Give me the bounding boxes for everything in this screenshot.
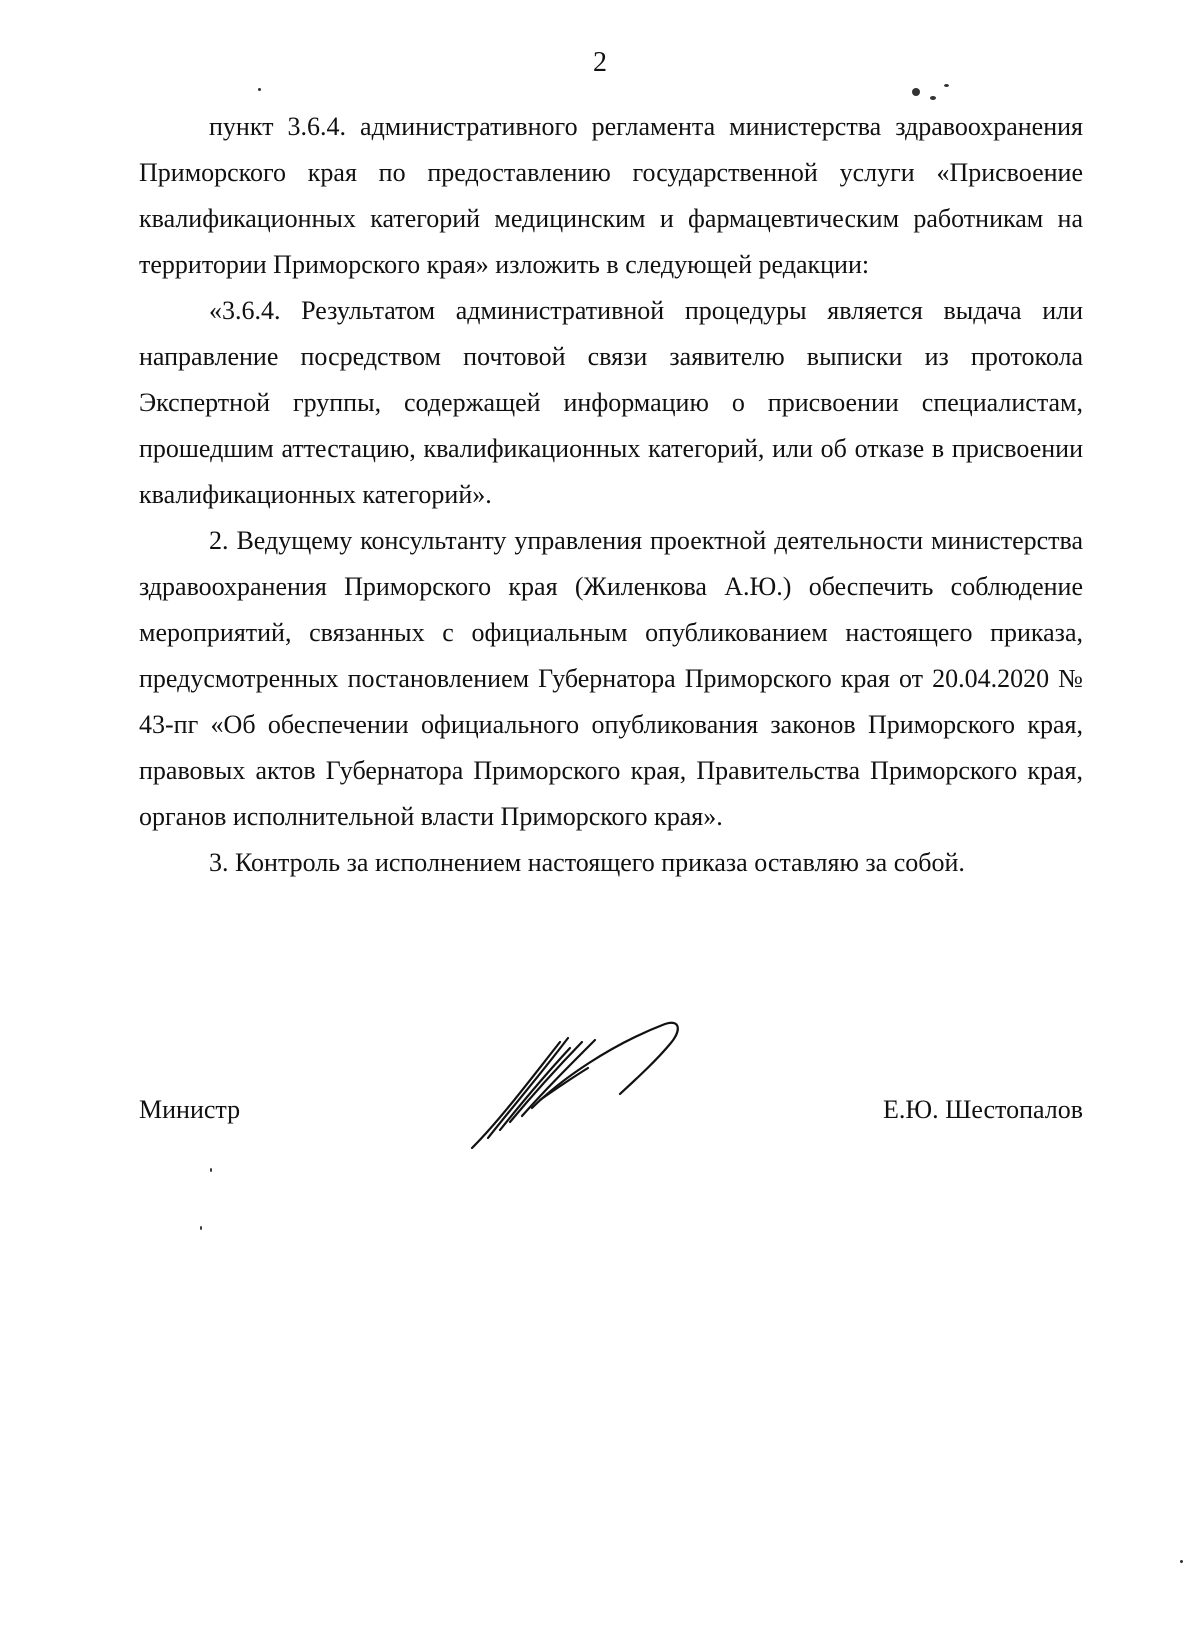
- handwritten-signature: [470, 1020, 710, 1170]
- signatory-title: Министр: [139, 1095, 241, 1124]
- scan-speck: [912, 88, 920, 96]
- scan-speck: [210, 1168, 212, 1172]
- paragraph-amendment-intro: пункт 3.6.4. административного регламента министерства здравоохранения Приморского края по предоставлению государственной услуги «Присвоение квалификационных категорий медицинским и фармацевтическим работникам на территории Приморского края» изложить в следующей редакции:: [139, 112, 1083, 279]
- paragraph-item-2: 2. Ведущему консультанту управления проектной деятельности министерства здравоохранения Приморского края (Жиленкова А.Ю.) обеспечить соблюдение мероприятий, связанных с официальным опубликованием настоящего приказа, предусмотренных постановлением Губернатора Приморского края от 20.04.2020 № 43-пг «Об обеспечении официального опубликования законов Приморского края, правовых актов Губернатора Приморского края, Правительства Приморского края, органов исполнительной власти Приморского края».: [139, 526, 1083, 831]
- scan-speck: [200, 1226, 202, 1230]
- paragraph-amendment-text: «3.6.4. Результатом административной процедуры является выдача или направление посредством почтовой связи заявителю выписки из протокола Экспертной группы, содержащей информацию о присвоении специалистам, прошедшим аттестацию, квалификационных категорий, или об отказе в присвоении квалификационных категорий».: [139, 296, 1083, 509]
- signatory-name: Е.Ю. Шестопалов: [882, 1095, 1083, 1124]
- page-number: 2: [593, 47, 607, 78]
- scan-speck: [944, 84, 949, 87]
- paragraph-item-3: 3. Контроль за исполнением настоящего приказа оставляю за собой.: [209, 848, 965, 877]
- scan-speck: [930, 96, 936, 100]
- scan-speck: [258, 88, 261, 91]
- document-body: [139, 104, 1083, 886]
- scan-speck: [1180, 1560, 1183, 1563]
